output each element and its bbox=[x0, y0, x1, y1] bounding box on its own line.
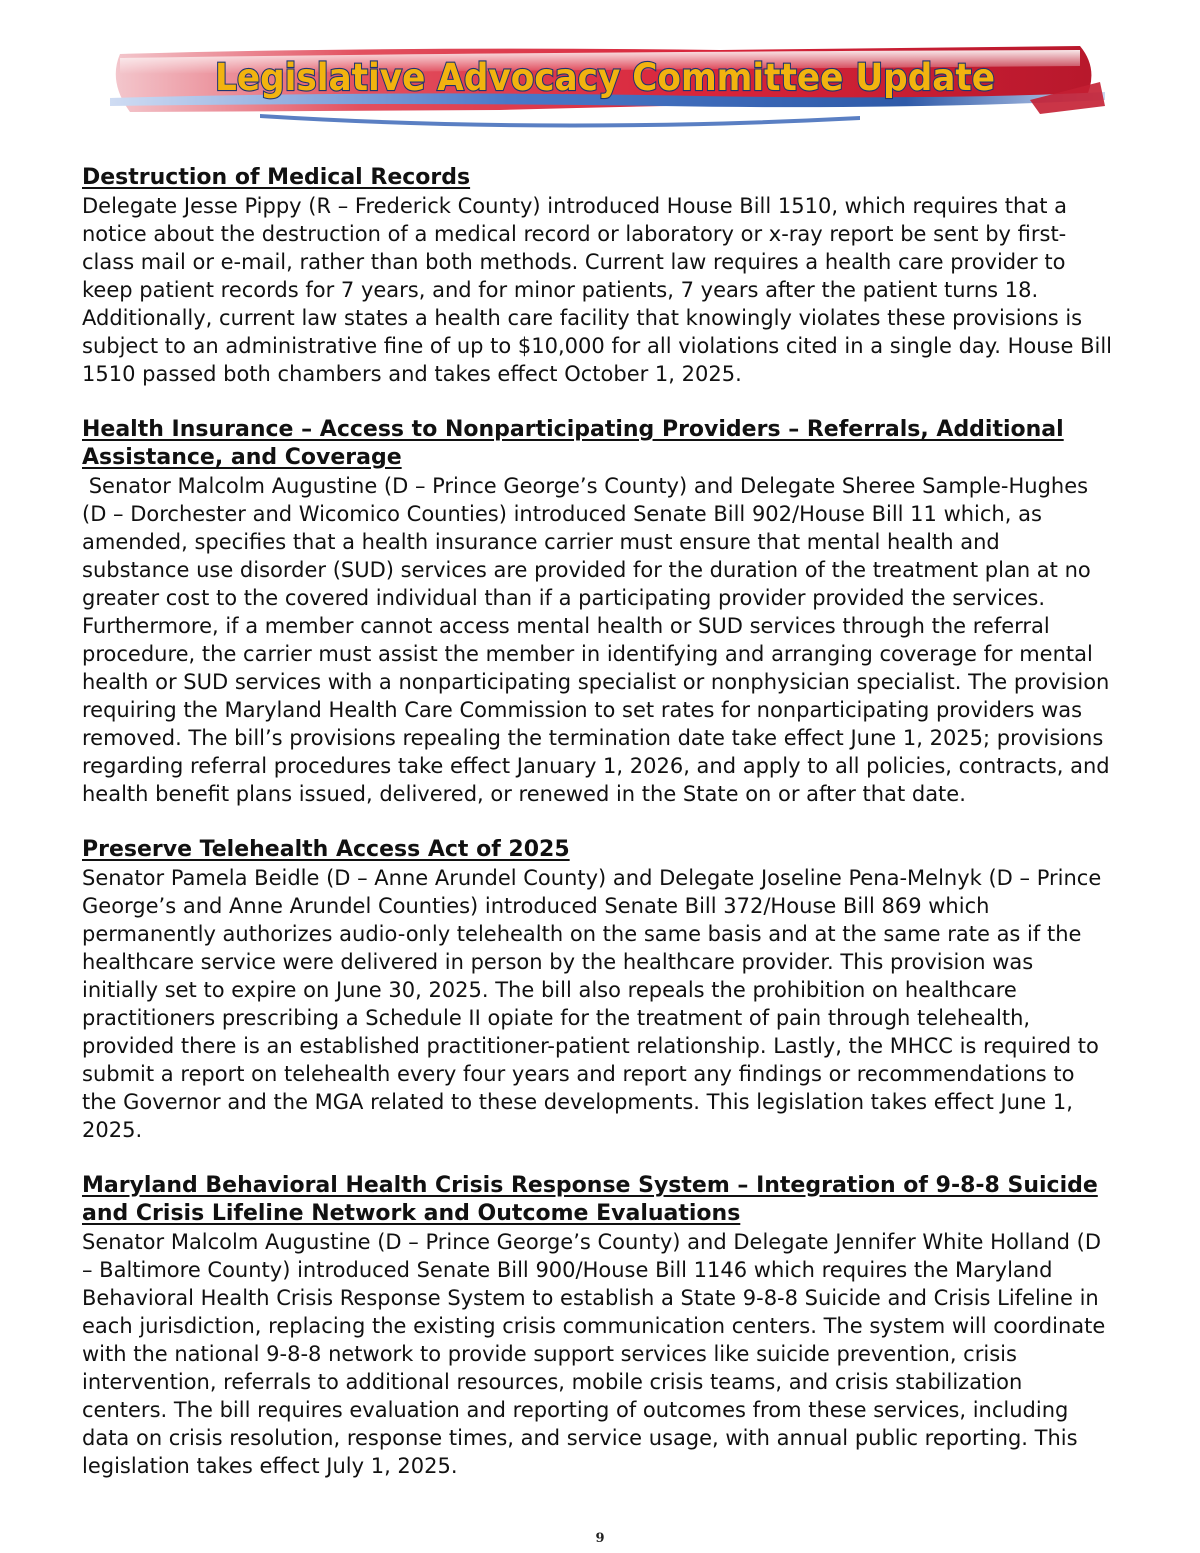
newsletter-banner bbox=[100, 40, 1110, 132]
section-body: Senator Malcolm Augustine (D – Prince George’s County) and Delegate Jennifer White Holland (D – Baltimore County) introduced Senate Bill 900/House Bill 1146 which requires the Maryland Behavioral Health Crisis Response System to establish a State 9-8-8 Suicide and Crisis Lifeline in each jurisdiction, replacing the existing crisis communication centers. The system will coordinate with the national 9-8-8 network to provide support services like suicide prevention, crisis intervention, referrals to additional resources, mobile crisis teams, and crisis stabilization centers. The bill requires evaluation and reporting of outcomes from these services, including data on crisis resolution, response times, and service usage, with annual public reporting. This legislation takes effect July 1, 2025. bbox=[82, 1230, 1106, 1478]
section-health-insurance-nonparticipating-providers bbox=[82, 416, 1117, 808]
section-heading: Health Insurance – Access to Nonparticipating Providers – Referrals, Additional Assistance, and Coverage bbox=[82, 417, 1064, 470]
section-heading: Maryland Behavioral Health Crisis Response System – Integration of 9-8-8 Suicide and Crisis Lifeline Network and Outcome Evaluations bbox=[82, 1173, 1098, 1226]
section-body: Senator Malcolm Augustine (D – Prince George’s County) and Delegate Sheree Sample-Hughes (D – Dorchester and Wicomico Counties) introduced Senate Bill 902/House Bill 11 which, as amended, specifies that a health insurance carrier must ensure that mental health and substance use disorder (SUD) services are provided for the duration of the treatment plan at no greater cost to the covered individual than if a participating provider provided the services. Furthermore, if a member cannot access mental health or SUD services through the referral procedure, the carrier must assist the member in identifying and arranging coverage for mental health or SUD services with a nonparticipating specialist or nonphysician specialist. The provision requiring the Maryland Health Care Commission to set rates for nonparticipating providers was removed. The bill’s provisions repealing the termination date take effect June 1, 2025; provisions regarding referral procedures take effect January 1, 2026, and apply to all policies, contracts, and health benefit plans issued, delivered, or renewed in the State on or after that date. bbox=[82, 474, 1117, 806]
section-behavioral-health-crisis-response bbox=[82, 1172, 1112, 1480]
section-destruction-of-medical-records bbox=[82, 164, 1112, 388]
section-body: Senator Pamela Beidle (D – Anne Arundel County) and Delegate Joseline Pena-Melnyk (D – Prince George’s and Anne Arundel Counties) introduced Senate Bill 372/House Bill 869 which permanently authorizes audio-only telehealth on the same basis and at the same rate as if the healthcare service were delivered in person by the healthcare provider. This provision was initially set to expire on June 30, 2025. The bill also repeals the prohibition on healthcare practitioners prescribing a Schedule II opiate for the treatment of pain through telehealth, provided there is an established practitioner-patient relationship. Lastly, the MHCC is required to submit a report on telehealth every four years and report any findings or recommendations to the Governor and the MGA related to these developments. This legislation takes effect June 1, 2025. bbox=[82, 866, 1102, 1142]
banner-title: Legislative Advocacy Committee Update bbox=[215, 56, 995, 99]
banner-graphic bbox=[100, 40, 1110, 132]
section-heading: Destruction of Medical Records bbox=[82, 165, 471, 190]
section-preserve-telehealth-access-act bbox=[82, 836, 1112, 1144]
section-heading: Preserve Telehealth Access Act of 2025 bbox=[82, 837, 570, 862]
section-body: Delegate Jesse Pippy (R – Frederick County) introduced House Bill 1510, which requires that a notice about the destruction of a medical record or laboratory or x-ray report be sent by first-class mail or e-mail, rather than both methods. Current law requires a health care provider to keep patient records for 7 years, and for minor patients, 7 years after the patient turns 18. Additionally, current law states a health care facility that knowingly violates these provisions is subject to an administrative fine of up to $10,000 for all violations cited in a single day. House Bill 1510 passed both chambers and takes effect October 1, 2025. bbox=[82, 194, 1112, 386]
page-number: 9 bbox=[595, 1531, 605, 1546]
article-body bbox=[82, 164, 1117, 1508]
